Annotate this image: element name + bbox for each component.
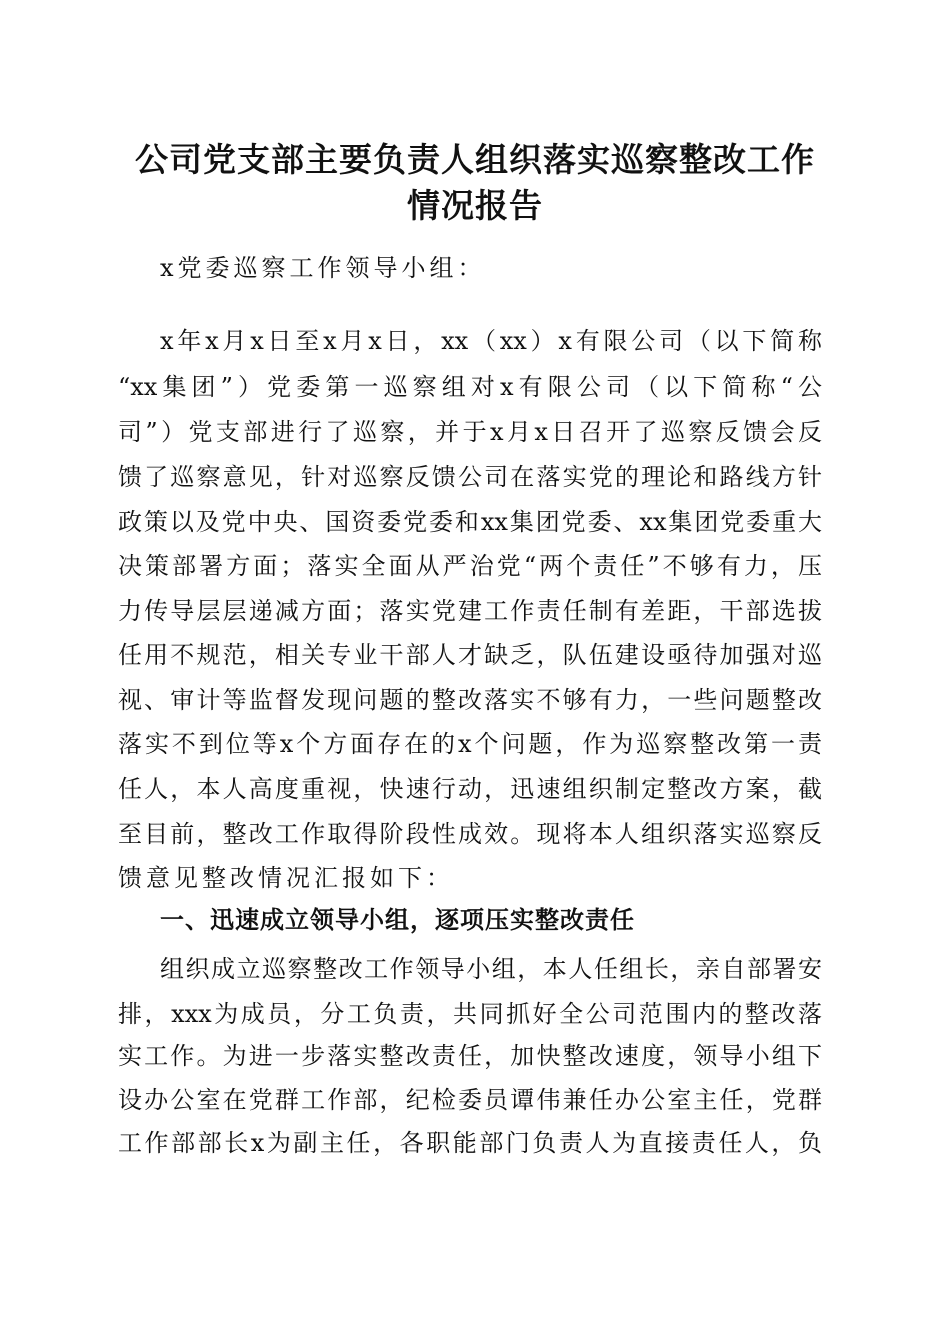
text-line: 设办公室在党群工作部，纪检委员谭伟兼任办公室主任，党群 bbox=[118, 1086, 822, 1114]
text-line: 馈意见整改情况汇报如下： bbox=[118, 864, 454, 892]
text-line: 组织成立巡察整改工作领导小组，本人任组长，亲自部署安 bbox=[160, 955, 822, 983]
text-line: 政策以及党中央、国资委党委和xx集团党委、xx集团党委重大 bbox=[118, 508, 822, 536]
text-line: 任用不规范，相关专业干部人才缺乏，队伍建设亟待加强对巡 bbox=[118, 641, 822, 669]
text-line: 排，xxx为成员，分工负责，共同抓好全公司范围内的整改落 bbox=[118, 1000, 822, 1028]
text-line: 视、审计等监督发现问题的整改落实不够有力，一些问题整改 bbox=[118, 686, 822, 714]
text-line: 落实不到位等x个方面存在的x个问题，作为巡察整改第一责 bbox=[118, 730, 822, 758]
text-line: x年x月x日至x月x日，xx（xx）x有限公司（以下简称 bbox=[160, 327, 822, 355]
document-title-line-1: 公司党支部主要负责人组织落实巡察整改工作 bbox=[135, 140, 815, 179]
text-line: 力传导层层递减方面；落实党建工作责任制有差距，干部选拔 bbox=[118, 597, 822, 625]
section-heading-1: 一、迅速成立领导小组，逐项压实整改责任 bbox=[160, 906, 635, 934]
text-line: “xx集团”）党委第一巡察组对x有限公司（以下简称“公 bbox=[118, 373, 822, 401]
document-title-line-2: 情况报告 bbox=[407, 186, 543, 225]
text-line: 至目前，整改工作取得阶段性成效。现将本人组织落实巡察反 bbox=[118, 820, 822, 848]
text-line: 实工作。为进一步落实整改责任，加快整改速度，领导小组下 bbox=[118, 1042, 822, 1070]
text-line: 司”）党支部进行了巡察，并于x月x日召开了巡察反馈会反 bbox=[118, 418, 822, 446]
text-line: 馈了巡察意见，针对巡察反馈公司在落实党的理论和路线方针 bbox=[118, 463, 822, 491]
text-line: 工作部部长x为副主任，各职能部门负责人为直接责任人，负 bbox=[118, 1129, 822, 1157]
text-line: 决策部署方面；落实全面从严治党“两个责任”不够有力，压 bbox=[118, 552, 822, 580]
text-line: 任人，本人高度重视，快速行动，迅速组织制定整改方案，截 bbox=[118, 775, 822, 803]
salutation: x党委巡察工作领导小组： bbox=[160, 254, 486, 282]
